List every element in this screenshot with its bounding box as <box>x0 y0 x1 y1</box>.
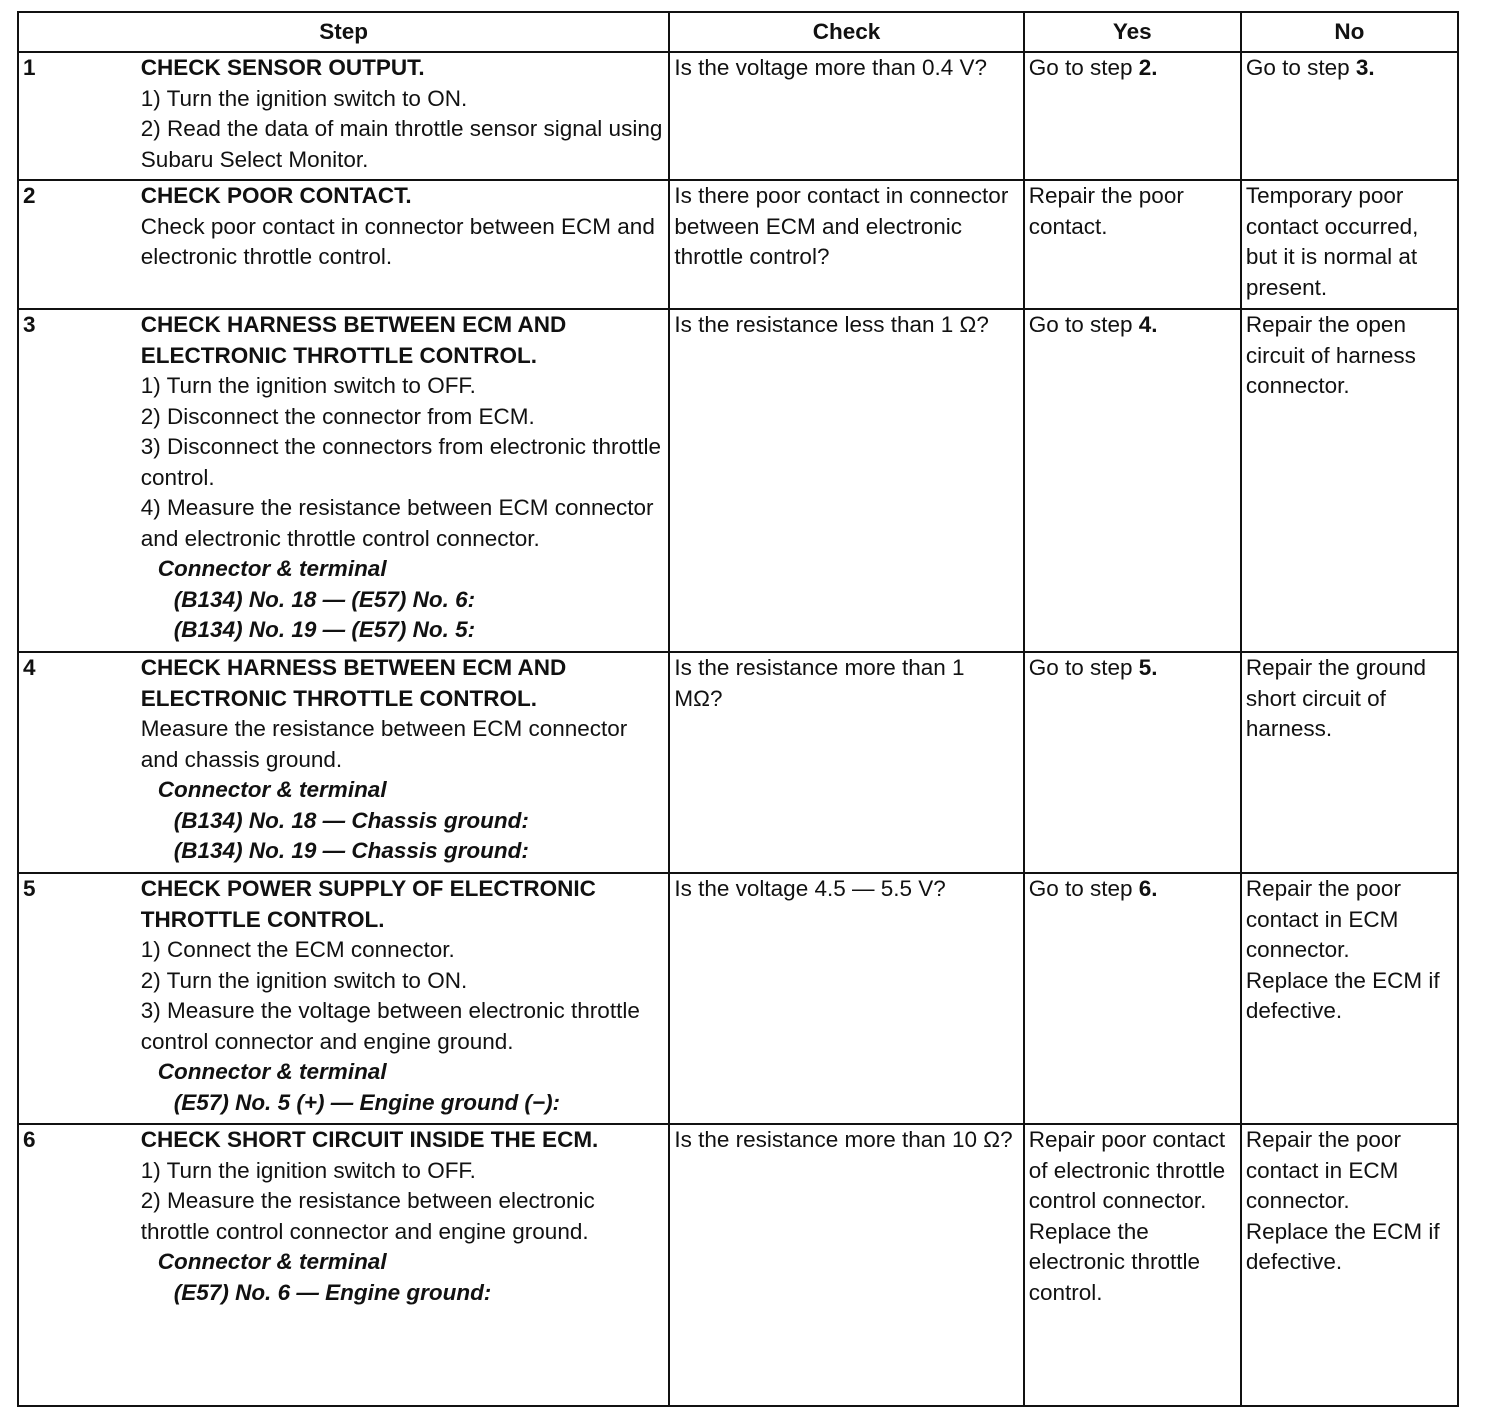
yes-text: Repair the poor contact. <box>1028 183 1184 239</box>
header-check: Check <box>669 12 1023 52</box>
yes-goto-prefix: Go to step <box>1028 655 1139 680</box>
step-instruction: 4) Measure the resistance between ECM connector and electronic throttle control connector. <box>140 495 654 551</box>
yes-goto <box>1029 653 1236 684</box>
connector-terminal-heading: Connector & terminal <box>157 556 387 581</box>
header-step: Step <box>18 12 669 52</box>
check-question: Is the resistance more than 10 Ω? <box>669 1124 1023 1406</box>
yes-goto <box>1029 310 1236 341</box>
connector-terminal-item: (B134) No. 19 — Chassis ground: <box>173 838 529 863</box>
step-title: CHECK POOR CONTACT. <box>140 183 412 208</box>
no-action <box>1241 180 1458 309</box>
step-instruction: 1) Turn the ignition switch to OFF. <box>140 1157 476 1183</box>
step-instruction: 2) Read the data of main throttle sensor signal using Subaru Select Monitor. <box>140 116 663 172</box>
connector-terminal-item: (B134) No. 18 — Chassis ground: <box>173 807 529 833</box>
no-goto <box>1246 53 1453 84</box>
connector-terminal-item: (E57) No. 5 (+) — Engine ground (−): <box>173 1089 561 1115</box>
yes-action <box>1024 180 1241 309</box>
yes-goto <box>1029 874 1236 905</box>
table-row <box>18 1124 1458 1406</box>
yes-goto-prefix: Go to step <box>1028 876 1139 901</box>
connector-terminal-item: (B134) No. 18 — (E57) No. 6: <box>173 586 476 612</box>
step-instruction: 3) Measure the voltage between electronic throttle control connector and engine ground. <box>140 998 640 1054</box>
step-procedure <box>137 1124 670 1406</box>
step-number: 3 <box>18 309 137 652</box>
no-text: Repair the poor contact in ECM connector. <box>1245 1127 1401 1213</box>
step-procedure <box>137 652 670 873</box>
step-title: CHECK POWER SUPPLY OF ELECTRONIC THROTTLE CONTROL. <box>140 876 596 932</box>
no-goto-prefix: Go to step <box>1245 55 1356 80</box>
no-action <box>1241 1124 1458 1406</box>
step-procedure <box>137 873 670 1124</box>
step-number: 2 <box>18 180 137 309</box>
no-text: Repair the ground short circuit of harness. <box>1245 655 1426 741</box>
yes-action <box>1024 652 1241 873</box>
connector-terminal-item: (E57) No. 6 — Engine ground: <box>173 1279 492 1305</box>
connector-terminal-item: (B134) No. 19 — (E57) No. 5: <box>173 617 476 642</box>
table-row <box>18 309 1458 652</box>
check-question: Is the voltage more than 0.4 V? <box>669 52 1023 180</box>
table-row <box>18 52 1458 180</box>
no-action <box>1241 873 1458 1124</box>
step-instruction: Check poor contact in connector between ECM and electronic throttle control. <box>140 213 655 269</box>
no-text: Replace the ECM if defective. <box>1245 967 1440 1023</box>
no-text: Temporary poor contact occurred, but it is normal at present. <box>1245 183 1419 300</box>
check-question: Is the resistance less than 1 Ω? <box>669 309 1023 652</box>
table-header-row <box>18 12 1458 52</box>
yes-action <box>1024 309 1241 652</box>
yes-text: Repair poor contact of electronic throttle control connector. <box>1028 1127 1226 1213</box>
connector-terminal-heading: Connector & terminal <box>157 1059 387 1084</box>
step-procedure <box>137 52 670 180</box>
step-number: 5 <box>18 873 137 1124</box>
no-goto-step: 3. <box>1355 55 1375 80</box>
yes-goto-step: 6. <box>1138 876 1158 901</box>
check-question: Is there poor contact in connector between ECM and electronic throttle control? <box>669 180 1023 309</box>
connector-terminal-heading: Connector & terminal <box>157 777 387 802</box>
no-text: Replace the ECM if defective. <box>1245 1218 1440 1274</box>
yes-action <box>1024 52 1241 180</box>
step-instruction: 2) Turn the ignition switch to ON. <box>140 967 468 993</box>
diagnostic-table <box>17 11 1459 1407</box>
table-row <box>18 652 1458 873</box>
no-text: Repair the poor contact in ECM connector. <box>1245 876 1401 962</box>
step-title: CHECK HARNESS BETWEEN ECM AND ELECTRONIC THROTTLE CONTROL. <box>140 312 567 368</box>
step-title: CHECK HARNESS BETWEEN ECM AND ELECTRONIC THROTTLE CONTROL. <box>140 655 567 711</box>
step-instruction: 3) Disconnect the connectors from electronic throttle control. <box>140 434 662 490</box>
step-instruction: 1) Connect the ECM connector. <box>140 937 455 962</box>
check-question: Is the resistance more than 1 MΩ? <box>669 652 1023 873</box>
step-instruction: Measure the resistance between ECM connector and chassis ground. <box>140 716 628 772</box>
yes-text: Replace the electronic throttle control. <box>1028 1218 1201 1305</box>
step-number: 4 <box>18 652 137 873</box>
no-text: Repair the open circuit of harness connector. <box>1245 312 1416 398</box>
yes-goto-step: 4. <box>1138 312 1158 337</box>
step-procedure <box>137 180 670 309</box>
yes-goto-prefix: Go to step <box>1028 55 1139 80</box>
step-instruction: 1) Turn the ignition switch to OFF. <box>140 373 476 398</box>
no-action <box>1241 652 1458 873</box>
yes-goto-prefix: Go to step <box>1028 312 1139 337</box>
step-title: CHECK SHORT CIRCUIT INSIDE THE ECM. <box>140 1127 599 1152</box>
connector-terminal-heading: Connector & terminal <box>157 1249 387 1274</box>
step-instruction: 1) Turn the ignition switch to ON. <box>140 85 468 111</box>
yes-goto-step: 2. <box>1138 55 1158 80</box>
table-row <box>18 180 1458 309</box>
no-action <box>1241 309 1458 652</box>
step-instruction: 2) Measure the resistance between electronic throttle control connector and engine ground. <box>140 1188 595 1244</box>
step-number: 1 <box>18 52 137 180</box>
step-number: 6 <box>18 1124 137 1406</box>
check-question: Is the voltage 4.5 — 5.5 V? <box>669 873 1023 1124</box>
step-title: CHECK SENSOR OUTPUT. <box>140 55 425 80</box>
yes-action <box>1024 873 1241 1124</box>
yes-goto-step: 5. <box>1138 655 1158 680</box>
step-instruction: 2) Disconnect the connector from ECM. <box>140 403 535 429</box>
step-procedure <box>137 309 670 652</box>
yes-action <box>1024 1124 1241 1406</box>
header-yes: Yes <box>1024 12 1241 52</box>
no-action <box>1241 52 1458 180</box>
table-row <box>18 873 1458 1124</box>
header-no: No <box>1241 12 1458 52</box>
yes-goto <box>1029 53 1236 84</box>
